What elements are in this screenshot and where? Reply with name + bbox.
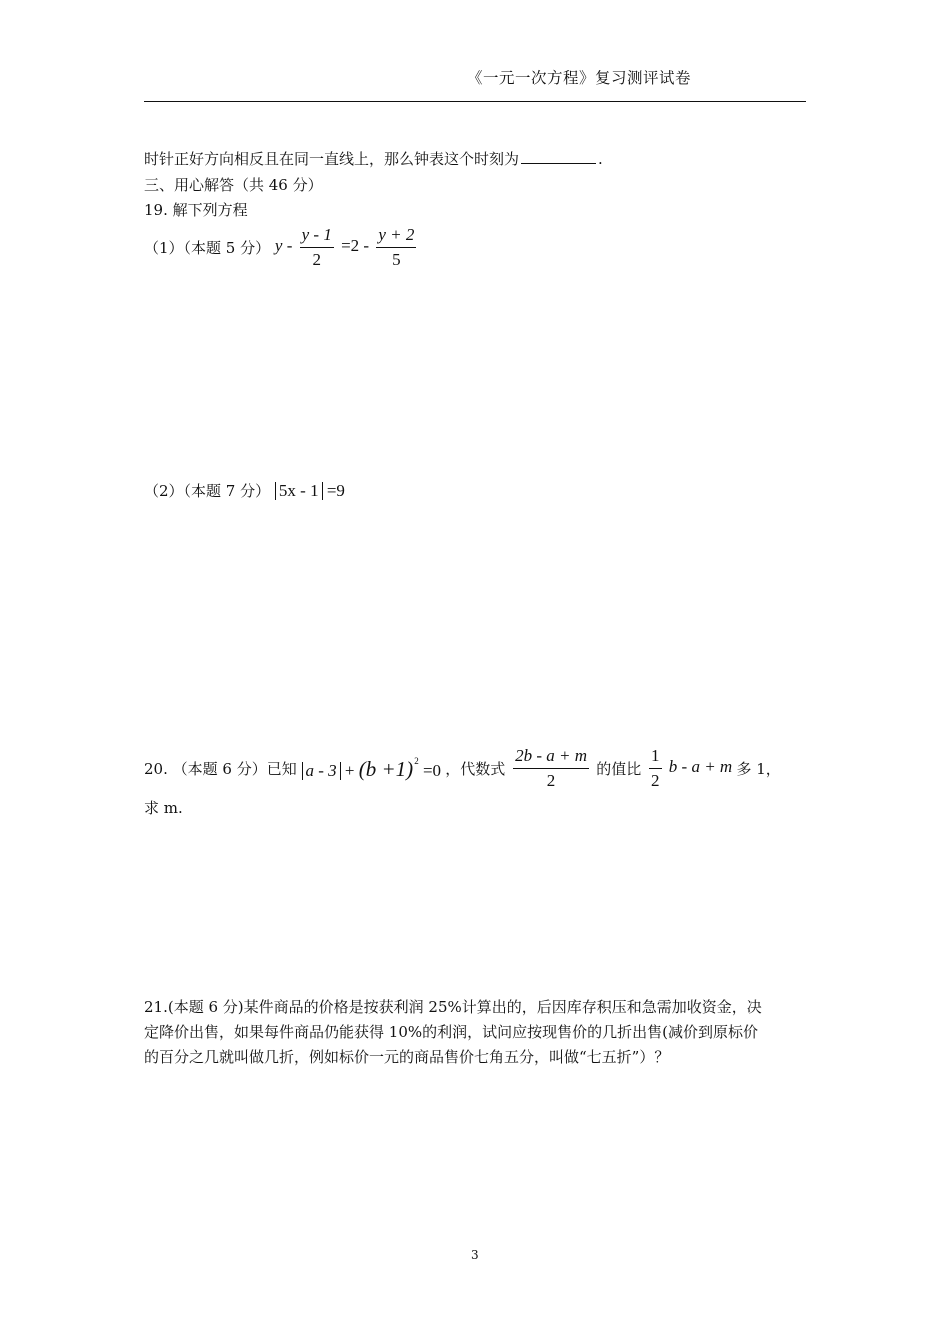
q20-half-denominator: 2 bbox=[651, 771, 660, 790]
q19-1-var-y: y bbox=[274, 236, 283, 256]
q19-1-fraction-2-numerator: y + 2 bbox=[376, 225, 416, 248]
question-19-2 bbox=[144, 480, 345, 501]
q20-exponent: 2 bbox=[414, 755, 419, 766]
q20-mid-text-2: 的值比 bbox=[596, 760, 642, 778]
q20-plus: + bbox=[344, 760, 355, 780]
q20-half-fraction bbox=[649, 746, 662, 791]
question-20-line-2: 求 m. bbox=[144, 799, 183, 817]
q19-1-fraction-1-numerator: y - 1 bbox=[300, 225, 334, 248]
q20-mid-text: ，代数式 bbox=[445, 760, 506, 778]
q19-1-fraction-1-denominator: 2 bbox=[312, 250, 321, 269]
q20-expression-2: b - a + m bbox=[668, 757, 733, 777]
question-20 bbox=[144, 746, 781, 791]
q20-end-text: 多 1， bbox=[736, 760, 781, 778]
section-3-heading: 三、用心解答（共 46 分） bbox=[144, 176, 323, 194]
q19-2-rhs: =9 bbox=[326, 480, 345, 500]
q19-2-absolute-value bbox=[275, 482, 323, 500]
q19-2-prefix: （2）（本题 7 分） bbox=[144, 482, 271, 500]
question-21-line-2: 定降价出售，如果每件商品仍能获得 10%的利润，试问应按现售价的几折出售(减价到原标价 bbox=[144, 1023, 758, 1041]
q20-half-numerator: 1 bbox=[649, 746, 662, 769]
q19-1-fraction-1 bbox=[300, 225, 334, 270]
page-header-title: 《一元一次方程》复习测评试卷 bbox=[467, 69, 692, 87]
question-21-line-1: 21.(本题 6 分)某件商品的价格是按获利润 25%计算出的，后因库存积压和急需加收资金，决 bbox=[144, 998, 762, 1016]
clock-question-text: 时针正好方向相反且在同一直线上，那么钟表这个时刻为 bbox=[144, 150, 520, 168]
header-divider bbox=[144, 101, 806, 102]
q19-1-fraction-2-denominator: 5 bbox=[392, 250, 401, 269]
question-19-heading: 19. 解下列方程 bbox=[144, 201, 248, 219]
page-number: 3 bbox=[471, 1248, 479, 1262]
q19-1-minus: - bbox=[286, 236, 293, 256]
question-21-line-3: 的百分之几就叫做几折，例如标价一元的商品售价七角五分，叫做“七五折”）？ bbox=[144, 1048, 670, 1066]
q20-expression-fraction bbox=[513, 746, 589, 791]
question-19-1 bbox=[144, 225, 419, 270]
q20-fraction-numerator: 2b - a + m bbox=[513, 746, 589, 769]
answer-blank bbox=[521, 149, 596, 164]
question-18-tail bbox=[144, 148, 603, 170]
clock-question-end: . bbox=[598, 150, 603, 168]
q19-1-prefix: （1）（本题 5 分） bbox=[144, 239, 271, 257]
q19-2-abs-inner: 5x - 1 bbox=[278, 480, 319, 500]
q20-squared-term: (b +1) bbox=[358, 756, 414, 781]
q20-equals-zero: =0 bbox=[422, 760, 442, 780]
q20-fraction-denominator: 2 bbox=[546, 771, 556, 790]
q20-prefix: 20. （本题 6 分）已知 bbox=[144, 760, 297, 778]
q20-absolute-value: a - 3 bbox=[302, 762, 341, 780]
q19-1-fraction-2 bbox=[376, 225, 416, 270]
q19-1-equals-two: =2 - bbox=[341, 236, 370, 256]
